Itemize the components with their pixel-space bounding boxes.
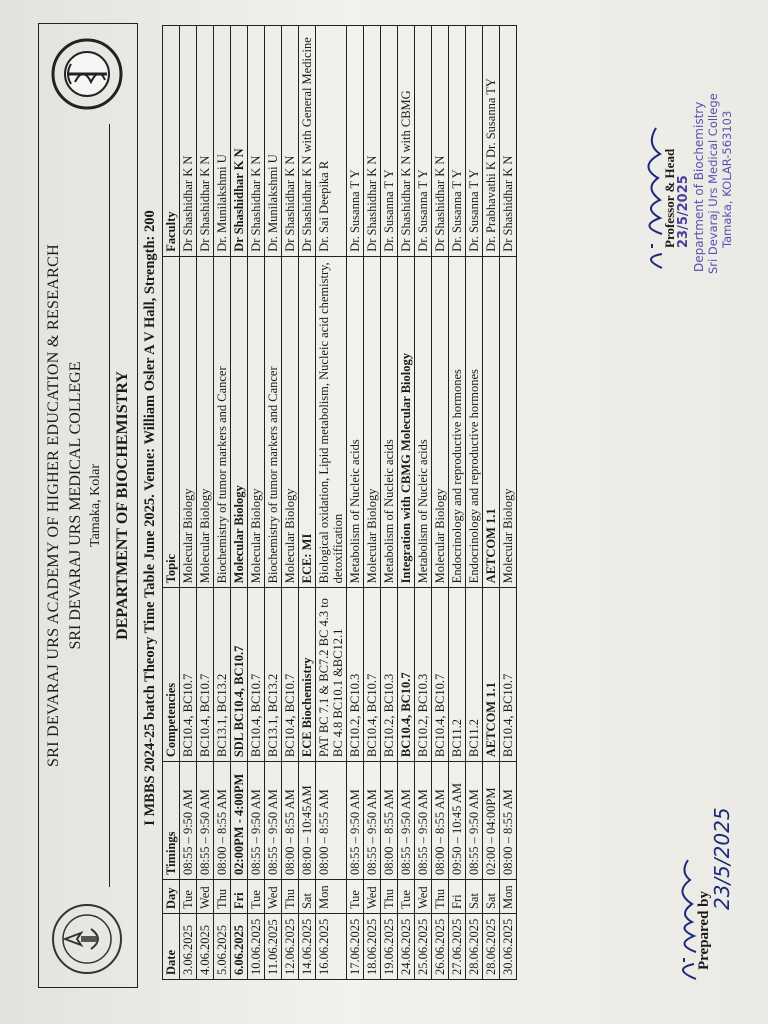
cell-topic: AETCOM 1.1 [483,256,500,588]
cell-date: 11.06.2025 [265,914,282,980]
stamp-place: Tamaka, KOLAR-563103 [720,110,734,248]
cell-topic: Molecular Biology [282,256,299,588]
cell-date: 28.06.2025 [466,914,483,980]
cell-date: 3.06.2025 [180,914,197,980]
table-row [432,26,449,980]
cell-day: Wed [364,880,381,914]
cell-faculty: Dr. Munilakshmi U [214,26,231,257]
prepared-by-label: Prepared by [696,890,712,970]
timetable-subtitle: I MBBS 2024-25 batch Theory Time Table June 2025. Venue: William Osler A V Hall, Strength: 200 [142,210,158,826]
col-faculty: Faculty [163,26,180,257]
cell-timings: 08:00 – 8:55 AM [316,762,347,880]
cell-date: 24.06.2025 [398,914,415,980]
cell-faculty: Dr. Sai Deepika R [316,26,347,257]
table-row [282,26,299,980]
cell-competencies: BC10.4, BC10.7 [500,588,517,762]
cell-competencies: BC10.4, BC10.7 [364,588,381,762]
cell-day: Sat [299,880,316,914]
cell-competencies: BC10.4, BC10.7 [282,588,299,762]
cell-faculty: Dr. Susanna T Y [415,26,432,257]
cell-timings: 08:55 – 9:50 AM [466,762,483,880]
cell-day: Wed [265,880,282,914]
table-row [381,26,398,980]
cell-competencies: BC10.4, BC10.7 [432,588,449,762]
cell-date: 28.06.2025 [483,914,500,980]
cell-timings: 08:00 – 8:55 AM [214,762,231,880]
cell-faculty: Dr. Susanna T Y [381,26,398,257]
table-row [483,26,500,980]
cell-competencies: BC13.1, BC13.2 [214,588,231,762]
cell-competencies: BC10.4, BC10.7 [180,588,197,762]
table-row [449,26,466,980]
table-row [347,26,364,980]
cell-timings: 08:00 – 8:55 AM [381,762,398,880]
cell-day: Wed [415,880,432,914]
cell-timings: 09:50 – 10:45 AM [449,762,466,880]
cell-competencies: BC11.2 [466,588,483,762]
cell-topic: Metabolism of Nucleic acids [381,256,398,588]
cell-timings: 02:00PM - 4:00PM [231,762,248,880]
col-timings: Timings [163,762,180,880]
timetable [162,25,517,980]
cell-faculty: Dr Shashidhar K N [432,26,449,257]
college-location: Tamaka, Kolar [88,464,103,547]
cell-competencies: AETCOM 1.1 [483,588,500,762]
table-row [398,26,415,980]
cell-competencies: BC13.1, BC13.2 [265,588,282,762]
cell-timings: 08:55 – 9:50 AM [364,762,381,880]
stamp-date: 23/5/2025 [676,175,691,248]
cell-timings: 08:55 – 9:50 AM [415,762,432,880]
cell-topic: ECE: MI [299,256,316,588]
cell-day: Wed [197,880,214,914]
cell-faculty: Dr Shashidhar K N [197,26,214,257]
cell-date: 14.06.2025 [299,914,316,980]
cell-competencies: BC11.2 [449,588,466,762]
cell-day: Thu [381,880,398,914]
cell-day: Tue [347,880,364,914]
cell-topic: Endocrinology and reproductive hormones [449,256,466,588]
cell-day: Sat [466,880,483,914]
cell-day: Fri [449,880,466,914]
cell-day: Fri [231,880,248,914]
cell-date: 19.06.2025 [381,914,398,980]
cell-timings: 08:55 – 9:50 AM [180,762,197,880]
university-emblem-icon [47,899,127,979]
cell-faculty: Dr. Susanna T Y [449,26,466,257]
cell-timings: 02:00 – 04:00PM [483,762,500,880]
cell-date: 30.06.2025 [500,914,517,980]
cell-date: 18.06.2025 [364,914,381,980]
cell-timings: 08:55 – 9:50 AM [265,762,282,880]
table-row [180,26,197,980]
table-header-row [163,26,180,980]
cell-faculty: Dr Shashidhar K N [282,26,299,257]
cell-day: Tue [248,880,265,914]
cell-date: 4.06.2025 [197,914,214,980]
cell-faculty: Dr Shashidhar K N [231,26,248,257]
cell-faculty: Dr. Susanna T Y [466,26,483,257]
table-row [231,26,248,980]
cell-timings: 08:00 – 10:45AM [299,762,316,880]
cell-topic: Molecular Biology [500,256,517,588]
table-row [364,26,381,980]
cell-date: 10.06.2025 [248,914,265,980]
cell-faculty: Dr Shashidhar K N [180,26,197,257]
cell-competencies: BC10.2, BC10.3 [347,588,364,762]
cell-competencies: ECE Biochemistry [299,588,316,762]
cell-date: 26.06.2025 [432,914,449,980]
cell-faculty: Dr Shashidhar K N with CBMG [398,26,415,257]
university-name: SRI DEVARAJ URS ACADEMY OF HIGHER EDUCATION & RESEARCH [45,244,62,767]
cell-faculty: Dr Shashidhar K N [364,26,381,257]
table-row [299,26,316,980]
cell-day: Thu [432,880,449,914]
cell-faculty: Dr. Prabhavathi K Dr. Susanna TY [483,26,500,257]
cell-day: Mon [316,880,347,914]
col-topic: Topic [163,256,180,588]
cell-competencies: SDL BC10.4, BC10.7 [231,588,248,762]
cell-timings: 08:55 – 9:50 AM [248,762,265,880]
cell-day: Sat [483,880,500,914]
cell-competencies: PAT BC 7.1 & BC7.2 BC 4.3 to BC 4.8 BC10.1 &BC12.1 [316,588,347,762]
stamp-college: Sri Devaraj Urs Medical College [706,93,720,274]
cell-topic: Molecular Biology [248,256,265,588]
cell-faculty: Dr Shashidhar K N [500,26,517,257]
prepared-date: 23/5/2025 [710,807,734,910]
table-row [197,26,214,980]
table-row [248,26,265,980]
stamp-title: Professor & Head [662,148,677,248]
col-date: Date [163,914,180,980]
cell-competencies: BC10.2, BC10.3 [415,588,432,762]
cell-date: 6.06.2025 [231,914,248,980]
cell-day: Tue [180,880,197,914]
cell-topic: Molecular Biology [231,256,248,588]
cell-topic: Metabolism of Nucleic acids [347,256,364,588]
cell-day: Tue [398,880,415,914]
cell-date: 27.06.2025 [449,914,466,980]
college-seal-icon [47,34,127,114]
cell-faculty: Dr. Munilakshmi U [265,26,282,257]
department-name: DEPARTMENT OF BIOCHEMISTRY [109,124,136,887]
cell-faculty: Dr Shashidhar K N [248,26,265,257]
cell-faculty: Dr. Susanna T Y [347,26,364,257]
prepared-by-block [666,730,746,990]
cell-date: 25.06.2025 [415,914,432,980]
cell-timings: 08:55 – 9:50 AM [347,762,364,880]
cell-topic: Endocrinology and reproductive hormones [466,256,483,588]
cell-topic: Molecular Biology [197,256,214,588]
cell-timings: 08:55 – 9:50 AM [398,762,415,880]
cell-topic: Molecular Biology [432,256,449,588]
cell-day: Mon [500,880,517,914]
cell-competencies: BC10.4, BC10.7 [398,588,415,762]
cell-date: 5.06.2025 [214,914,231,980]
table-row [214,26,231,980]
cell-competencies: BC10.2, BC10.3 [381,588,398,762]
cell-topic: Biochemistry of tumor markers and Cancer [265,256,282,588]
cell-topic: Molecular Biology [364,256,381,588]
col-competencies: Competencies [163,588,180,762]
table-row [466,26,483,980]
table-row [500,26,517,980]
cell-faculty: Dr Shashidhar K N with General Medicine [299,26,316,257]
cell-topic: Biological oxidation, Lipid metabolism, Nucleic acid chemistry, detoxification [316,256,347,588]
college-name: SRI DEVARAJ URS MEDICAL COLLEGE [67,361,84,650]
cell-timings: 08:00 – 8:55 AM [282,762,299,880]
cell-date: 16.06.2025 [316,914,347,980]
hod-stamp [646,18,746,278]
col-day: Day [163,880,180,914]
cell-date: 12.06.2025 [282,914,299,980]
cell-day: Thu [282,880,299,914]
cell-timings: 08:00 – 8:55 AM [500,762,517,880]
cell-topic: Integration with CBMG Molecular Biology [398,256,415,588]
cell-date: 17.06.2025 [347,914,364,980]
cell-timings: 08:55 – 9:50 AM [197,762,214,880]
cell-topic: Biochemistry of tumor markers and Cancer [214,256,231,588]
cell-competencies: BC10.4, BC10.7 [248,588,265,762]
cell-competencies: BC10.4, BC10.7 [197,588,214,762]
stamp-department: Department of Biochemistry [692,101,706,272]
cell-topic: Metabolism of Nucleic acids [415,256,432,588]
cell-day: Thu [214,880,231,914]
table-row [316,26,347,980]
cell-topic: Molecular Biology [180,256,197,588]
letterhead [38,23,138,988]
cell-timings: 08:00 – 8:55 AM [432,762,449,880]
table-row [415,26,432,980]
timetable-page [6,18,746,1018]
table-row [265,26,282,980]
